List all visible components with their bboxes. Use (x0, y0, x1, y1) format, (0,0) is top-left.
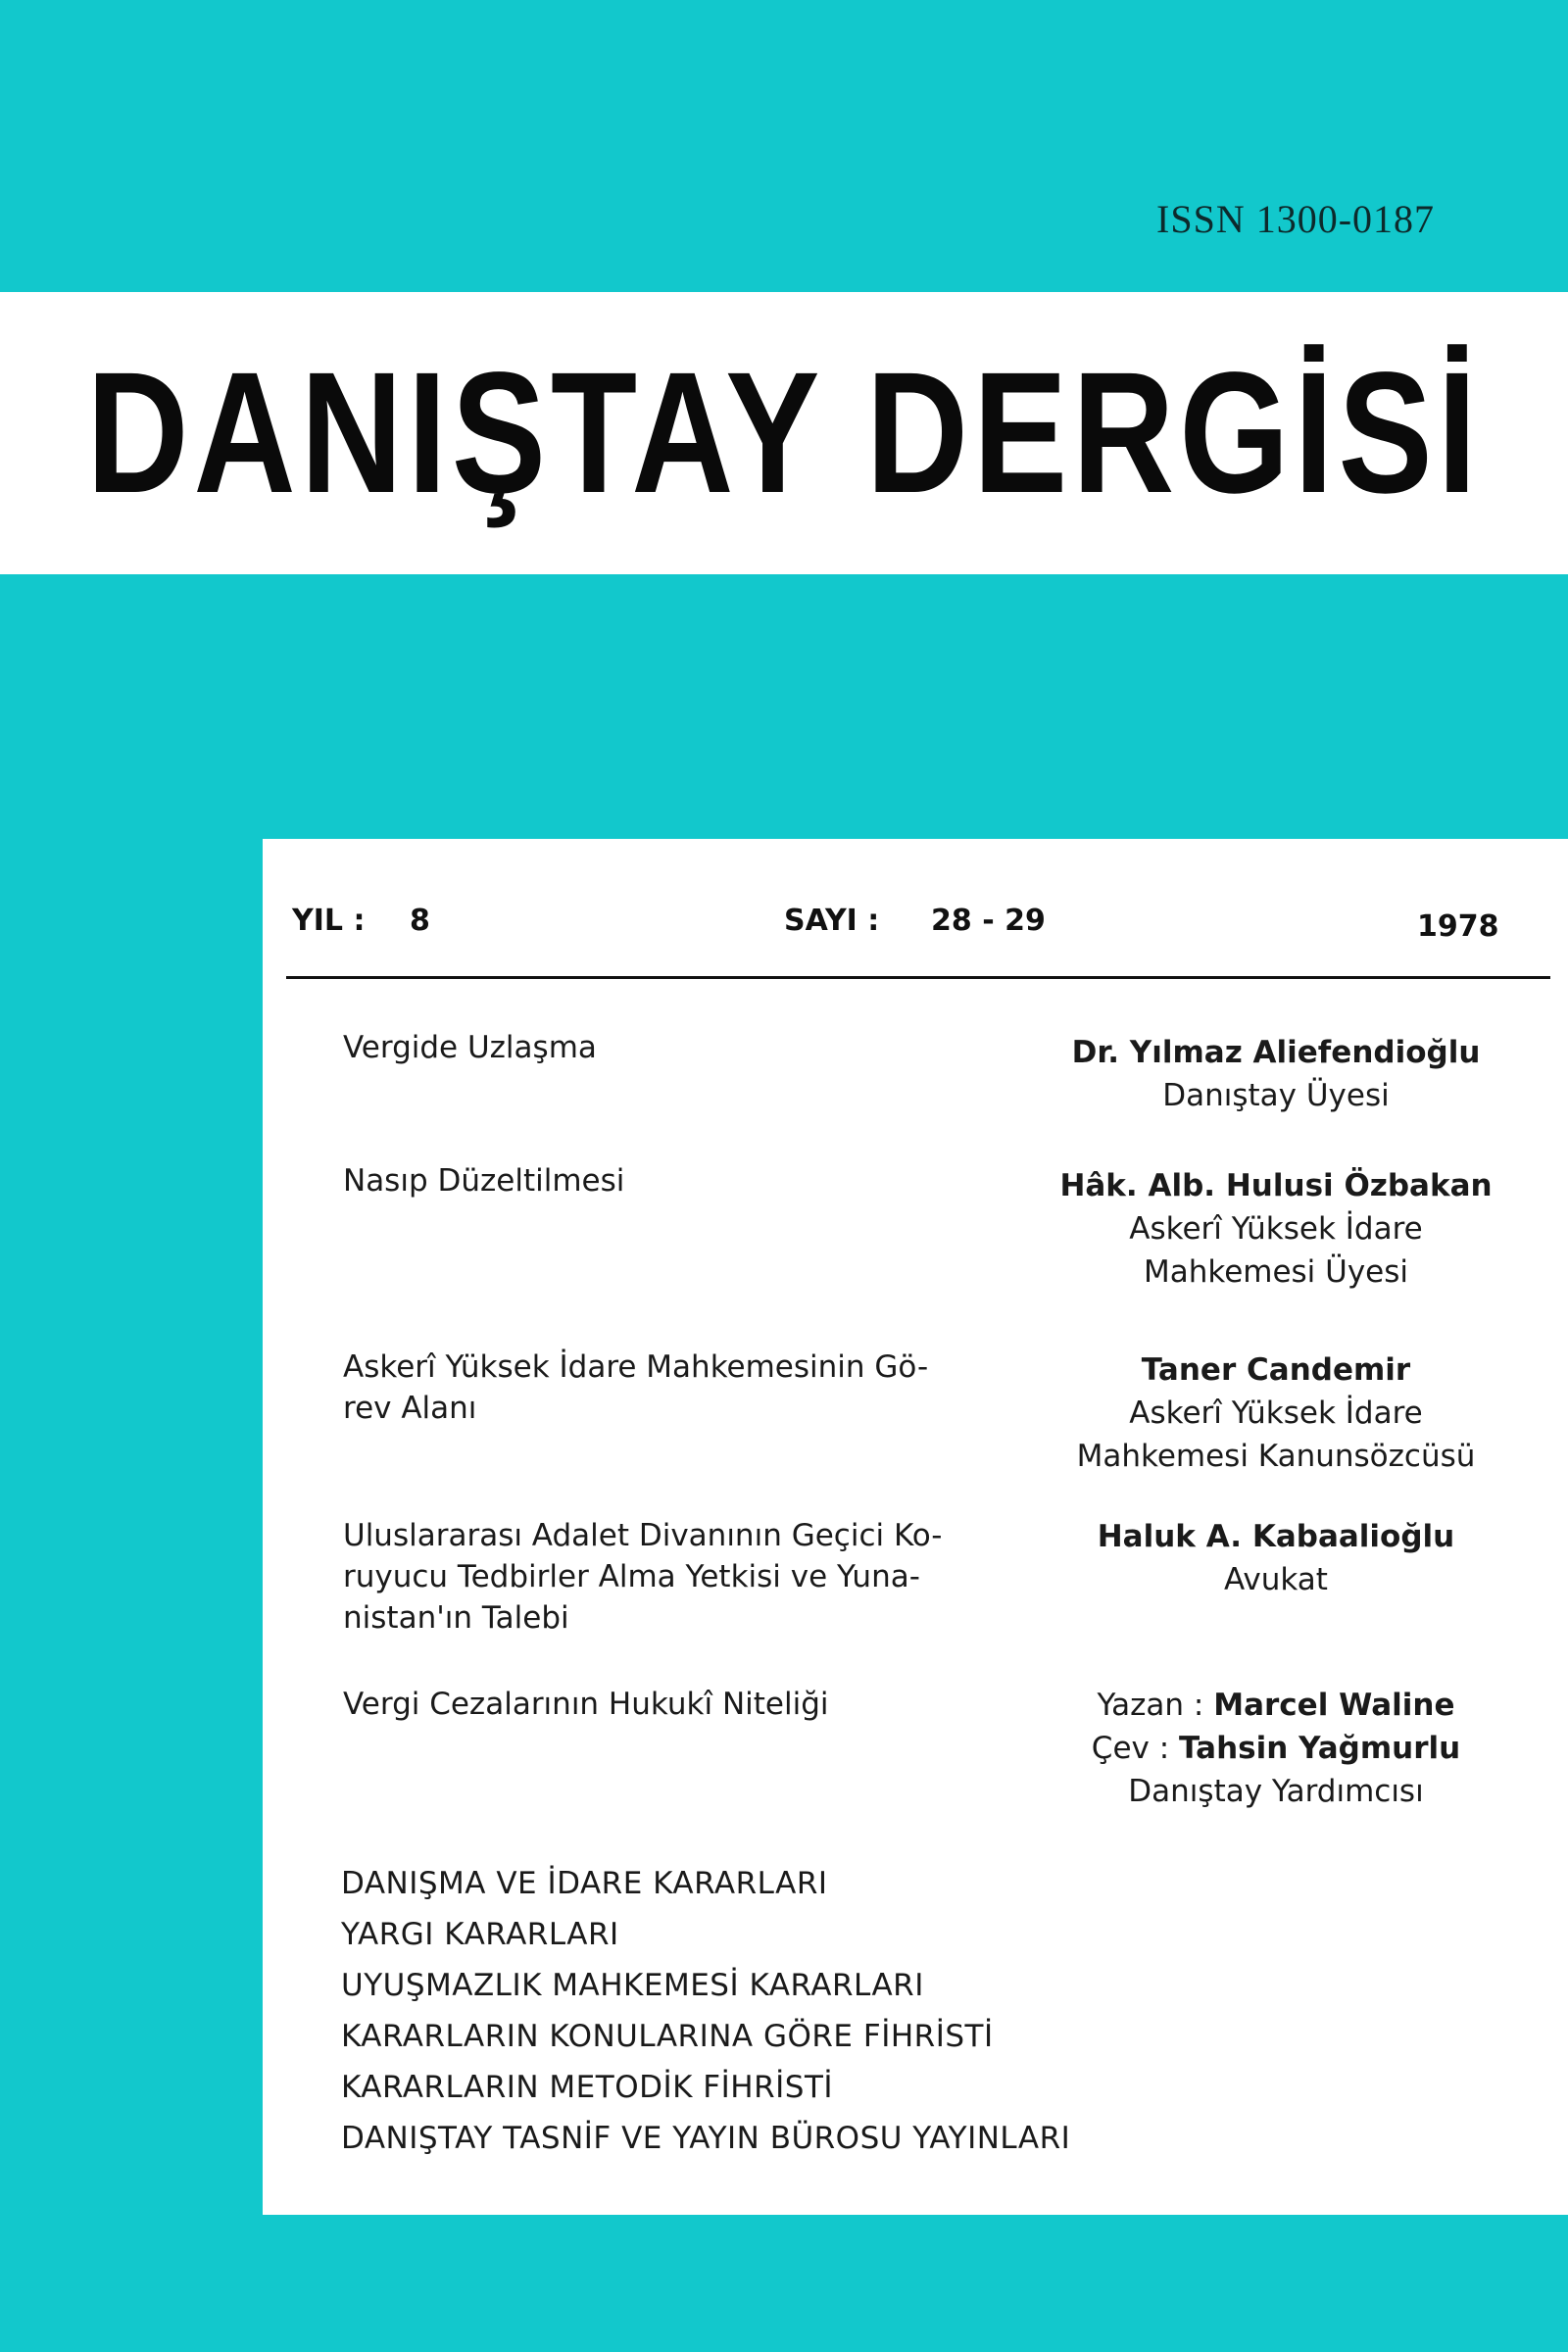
journal-title: DANIŞTAY DERGİSİ (86, 337, 1482, 529)
article-author-role: Askerî Yüksek İdare (1129, 1211, 1423, 1247)
writer-line (1031, 1684, 1521, 1727)
translator-name: Tahsin Yağmurlu (1179, 1731, 1461, 1766)
section-item: DANIŞTAY TASNİF VE YAYIN BÜROSU YAYINLARI (341, 2121, 1071, 2156)
section-item: KARARLARIN KONULARINA GÖRE FİHRİSTİ (341, 2019, 994, 2054)
translator-line (1031, 1727, 1521, 1770)
issue-info-row (292, 904, 1548, 953)
article-title-line: Askerî Yüksek İdare Mahkemesinin Gö- (343, 1349, 929, 1385)
article-author-block (1031, 1684, 1521, 1813)
translator-label: Çev : (1091, 1731, 1170, 1766)
article-title-line: Vergide Uzlaşma (343, 1030, 597, 1065)
article-author-role: Askerî Yüksek İdare (1129, 1396, 1423, 1431)
article-author: Dr. Yılmaz Aliefendioğlu (1071, 1035, 1481, 1070)
contents-panel (263, 839, 1568, 2215)
article-author-block (1031, 1164, 1521, 1294)
article-author-block (1031, 1031, 1521, 1117)
article-author-block (1031, 1515, 1521, 1601)
article-title-line: Uluslararası Adalet Divanının Geçici Ko- (343, 1518, 943, 1553)
issn-number: ISSN 1300-0187 (1156, 197, 1436, 241)
section-item: KARARLARIN METODİK FİHRİSTİ (341, 2070, 834, 2105)
article-author-role: Avukat (1224, 1562, 1328, 1597)
header-divider (286, 976, 1550, 979)
section-item: DANIŞMA VE İDARE KARARLARI (341, 1866, 828, 1901)
article-author: Hâk. Alb. Hulusi Özbakan (1059, 1168, 1493, 1203)
number-label: SAYI : (784, 904, 880, 938)
section-item: UYUŞMAZLIK MAHKEMESİ KARARLARI (341, 1968, 924, 2003)
section-item: YARGI KARARLARI (341, 1917, 619, 1952)
article-author-role: Danıştay Üyesi (1162, 1078, 1390, 1113)
article-author-role: Mahkemesi Kanunsözcüsü (1076, 1439, 1476, 1474)
article-author: Taner Candemir (1141, 1352, 1411, 1388)
writer-name: Marcel Waline (1213, 1688, 1455, 1723)
article-author-role: Danıştay Yardımcısı (1128, 1774, 1424, 1809)
article-author-role: Mahkemesi Üyesi (1143, 1254, 1409, 1290)
title-band (0, 292, 1568, 574)
article-author: Haluk A. Kabaalioğlu (1097, 1519, 1455, 1554)
article-title-line: rev Alanı (343, 1391, 477, 1426)
article-author-block (1031, 1348, 1521, 1478)
number-value: 28 - 29 (931, 904, 1046, 938)
year-label: YIL : (292, 904, 366, 938)
writer-label: Yazan : (1097, 1688, 1204, 1723)
article-title-line: Nasıp Düzeltilmesi (343, 1163, 625, 1199)
issue-year: 1978 (1417, 909, 1499, 944)
article-title-line: ruyucu Tedbirler Alma Yetkisi ve Yuna- (343, 1559, 920, 1594)
year-value: 8 (410, 904, 430, 938)
article-title-line: Vergi Cezalarının Hukukî Niteliği (343, 1687, 829, 1722)
article-title-line: nistan'ın Talebi (343, 1600, 569, 1636)
